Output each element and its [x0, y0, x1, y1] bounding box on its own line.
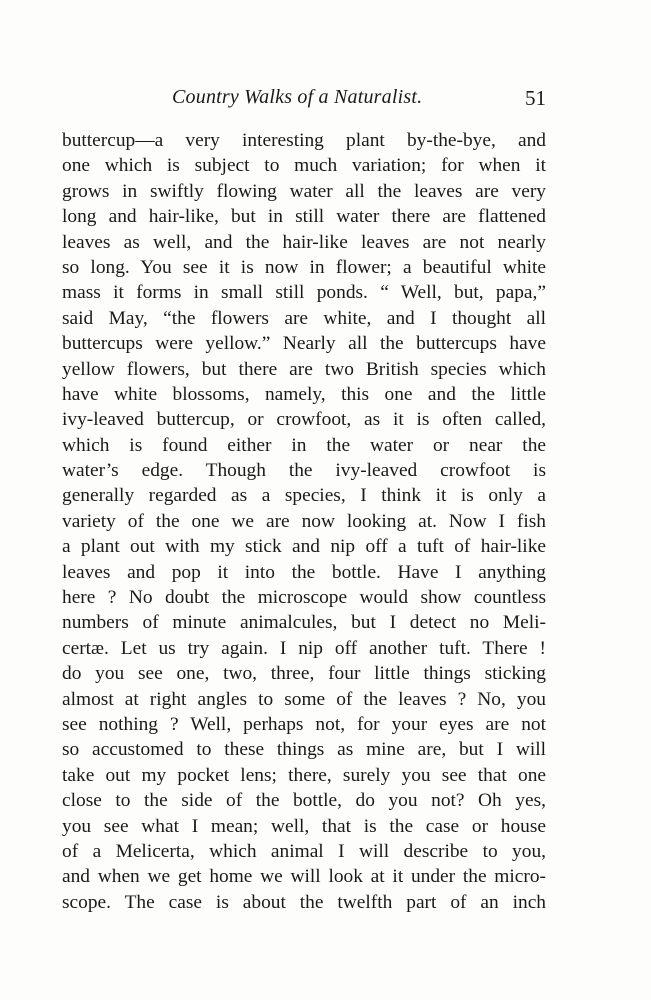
text-line: close to the side of the bottle, do you not? Oh yes, [62, 790, 546, 812]
text-line: yellow flowers, but there are two British species which [62, 358, 546, 380]
text-line: here ? No doubt the microscope would show countless [62, 587, 546, 609]
text-line: variety of the one we are now looking at. Now I fish [62, 510, 546, 532]
text-line: leaves and pop it into the bottle. Have I anything [62, 561, 546, 583]
running-header [62, 86, 546, 116]
text-line: buttercups were yellow.” Nearly all the buttercups have [62, 333, 546, 355]
text-line: almost at right angles to some of the leaves ? No, you [62, 688, 546, 710]
text-line: buttercup—a very interesting plant by-the-bye, and [62, 130, 546, 151]
text-line: a plant out with my stick and nip off a tuft of hair-like [62, 536, 546, 558]
text-line: of a Melicerta, which animal I will describe to you, [62, 840, 546, 862]
text-line: you see what I mean; well, that is the case or house [62, 815, 546, 837]
text-line: and when we get home we will look at it under the micro- [62, 866, 546, 888]
text-line: one which is subject to much variation; for when it [62, 155, 546, 177]
text-line: which is found either in the water or near the [62, 434, 546, 456]
text-line: see nothing ? Well, perhaps not, for your eyes are not [62, 713, 546, 735]
text-line: water’s edge. Though the ivy-leaved crowfoot is [62, 460, 546, 482]
text-line: take out my pocket lens; there, surely you see that one [62, 764, 546, 786]
body-text [62, 128, 546, 915]
text-line: numbers of minute animalcules, but I detect no Meli- [62, 612, 546, 634]
text-line: so long. You see it is now in flower; a beautiful white [62, 256, 546, 278]
text-line: so accustomed to these things as mine are, but I will [62, 739, 546, 761]
page-number: 51 [525, 86, 546, 110]
text-line: have white blossoms, namely, this one and the little [62, 383, 546, 405]
text-line: long and hair-like, but in still water there are flattened [62, 206, 546, 228]
text-line: said May, “the flowers are white, and I thought all [62, 307, 546, 329]
text-line: ivy-leaved buttercup, or crowfoot, as it is often called, [62, 409, 546, 431]
text-line: certæ. Let us try again. I nip off another tuft. There ! [62, 637, 546, 659]
text-line: scope. The case is about the twelfth part of an inch [62, 891, 546, 913]
text-line: generally regarded as a species, I think it is only a [62, 485, 546, 507]
text-line: leaves as well, and the hair-like leaves are not nearly [62, 231, 546, 253]
text-line: mass it forms in small still ponds. “ Well, but, papa,” [62, 282, 546, 304]
text-line: grows in swiftly flowing water all the leaves are very [62, 180, 546, 202]
text-line: do you see one, two, three, four little things sticking [62, 663, 546, 685]
running-title: Country Walks of a Naturalist. [172, 86, 423, 108]
